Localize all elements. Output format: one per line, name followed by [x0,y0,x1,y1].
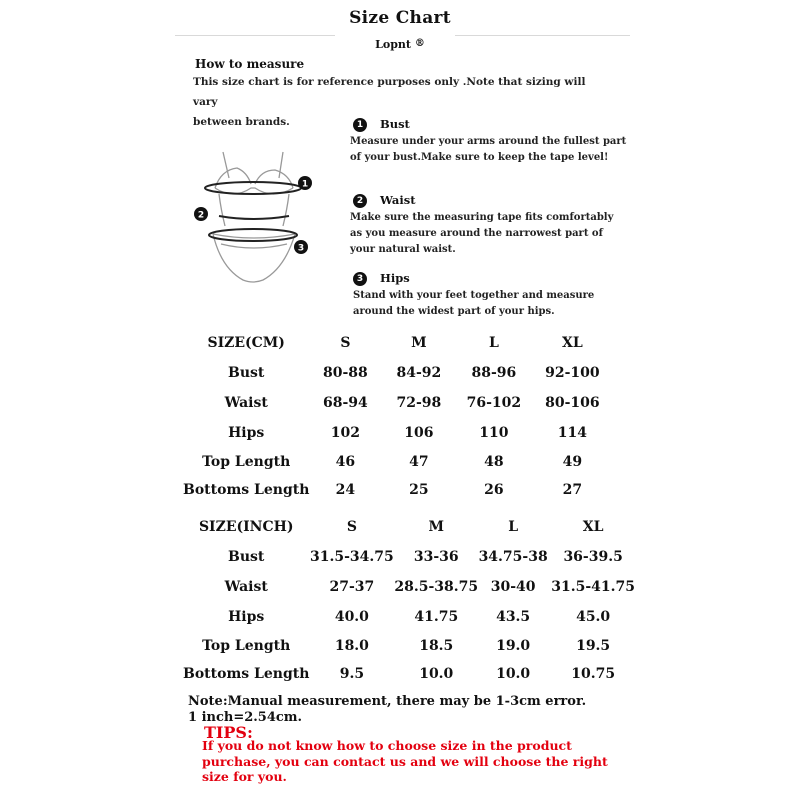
tips-line: If you do not know how to choose size in the product [202,738,572,753]
header-cell: SIZE(INCH) [198,519,294,535]
step-2-title: Waist [380,193,416,207]
step-3-title: Hips [380,271,410,285]
note-line: Note:Manual measurement, there may be 1-3cm error. [188,694,587,709]
header-cell: L [488,335,499,351]
table-row [183,358,613,388]
table-cell: 43.5 [496,609,531,625]
tips-heading: TIPS: [204,723,253,742]
tips-line: size for you. [202,769,287,784]
step-1-badge: 1 [353,118,367,132]
header-cell: S [346,519,357,535]
table-cell: 49 [562,454,583,470]
table-row [183,602,638,632]
step-3-badge: 3 [353,272,367,286]
header-cell: L [508,519,519,535]
table-cell: 84-92 [396,365,442,381]
step-3-text [353,288,594,320]
svg-text:1: 1 [301,179,309,190]
table-cell: 28.5-38.75 [394,579,479,595]
table-cell: 27 [562,482,583,498]
table-row [183,632,638,660]
row-label: Bust [228,549,265,565]
table-cell: 30-40 [490,579,536,595]
step-1-title: Bust [380,117,410,131]
row-label: Top Length [202,638,291,654]
header-cell: XL [582,519,604,535]
table-row [183,388,613,418]
table-cell: 36-39.5 [563,549,623,565]
table-cell: 40.0 [334,609,369,625]
bikini-measure-illustration [185,140,320,300]
table-cell: 31.5-34.75 [310,549,394,565]
step-line: around the widest part of your hips. [353,306,555,317]
table-cell: 110 [479,425,509,441]
header-cell: SIZE(CM) [207,335,285,351]
step-line: your natural waist. [350,244,456,255]
brand-label: Lopnt [375,38,411,51]
size-table-inch [183,512,638,688]
step-line: as you measure around the narrowest part of [350,228,603,239]
table-cell: 25 [409,482,429,498]
step-line: Make sure the measuring tape fits comfortably [350,212,614,223]
page-title: Size Chart [349,8,451,28]
row-label: Waist [224,395,268,411]
table-cell: 46 [335,454,356,470]
row-label: Bottoms Length [183,482,310,498]
step-1-text [350,134,626,166]
note-line: 1 inch=2.54cm. [188,710,303,725]
table-row [183,542,638,572]
table-cell: 10.0 [496,666,531,682]
table-cell: 18.5 [419,638,454,654]
table-row [183,572,638,602]
row-label: Hips [228,425,265,441]
row-label: Bust [228,365,265,381]
step-line: of your bust.Make sure to keep the tape level! [350,152,609,163]
table-cell: 106 [404,425,434,441]
title-divider-left [175,35,335,36]
table-cell: 33-36 [413,549,459,565]
row-label: Top Length [202,454,291,470]
how-to-heading: How to measure [195,57,305,71]
header-cell: M [411,335,427,351]
row-label: Bottoms Length [183,666,310,682]
table-cell: 18.0 [334,638,369,654]
table-cell: 27-37 [329,579,375,595]
size-table-cm [183,328,613,504]
table-cell: 47 [409,454,429,470]
header-cell: XL [562,335,583,351]
header-cell: S [340,335,351,351]
step-2-badge: 2 [353,194,367,208]
table-cell: 72-98 [396,395,442,411]
table-cell: 80-106 [545,395,600,411]
header-cell: M [428,519,445,535]
table-row [183,660,638,688]
table-row [183,448,613,476]
svg-text:2: 2 [197,210,205,221]
table-cell: 10.75 [571,666,616,682]
table-cell: 41.75 [414,609,459,625]
table-cell: 19.0 [496,638,531,654]
table-cell: 9.5 [339,666,365,682]
table-cell: 24 [335,482,356,498]
table-cell: 31.5-41.75 [551,579,636,595]
brand-name [0,38,800,51]
table-cell: 19.5 [576,638,611,654]
table-cell: 88-96 [471,365,517,381]
row-label: Waist [224,579,268,595]
table-cell: 76-102 [466,395,522,411]
registered-mark: ® [414,38,425,49]
table-row [183,476,613,504]
table-cell: 80-88 [323,365,368,381]
step-line: Measure under your arms around the fullest part [350,136,627,147]
table-cell: 114 [557,425,587,441]
table-cell: 92-100 [545,365,600,381]
table-cell: 34.75-38 [478,549,548,565]
table-header-row [183,512,638,542]
title-divider-right [455,35,630,36]
table-cell: 26 [484,482,504,498]
table-cell: 102 [330,425,360,441]
measurement-note [188,694,586,726]
svg-text:3: 3 [297,243,305,254]
table-cell: 10.0 [419,666,454,682]
step-line: Stand with your feet together and measure [353,290,595,301]
step-2-text [350,210,613,258]
intro-line: This size chart is for reference purposes only .Note that sizing will vary [193,76,586,108]
intro-line: between brands. [193,116,290,128]
table-header-row [183,328,613,358]
table-row [183,418,613,448]
table-cell: 45.0 [576,609,611,625]
tips-line: purchase, you can contact us and we will choose the right [202,753,608,769]
table-cell: 48 [484,454,504,470]
tips-text [202,738,622,785]
row-label: Hips [228,609,265,625]
table-cell: 68-94 [323,395,368,411]
